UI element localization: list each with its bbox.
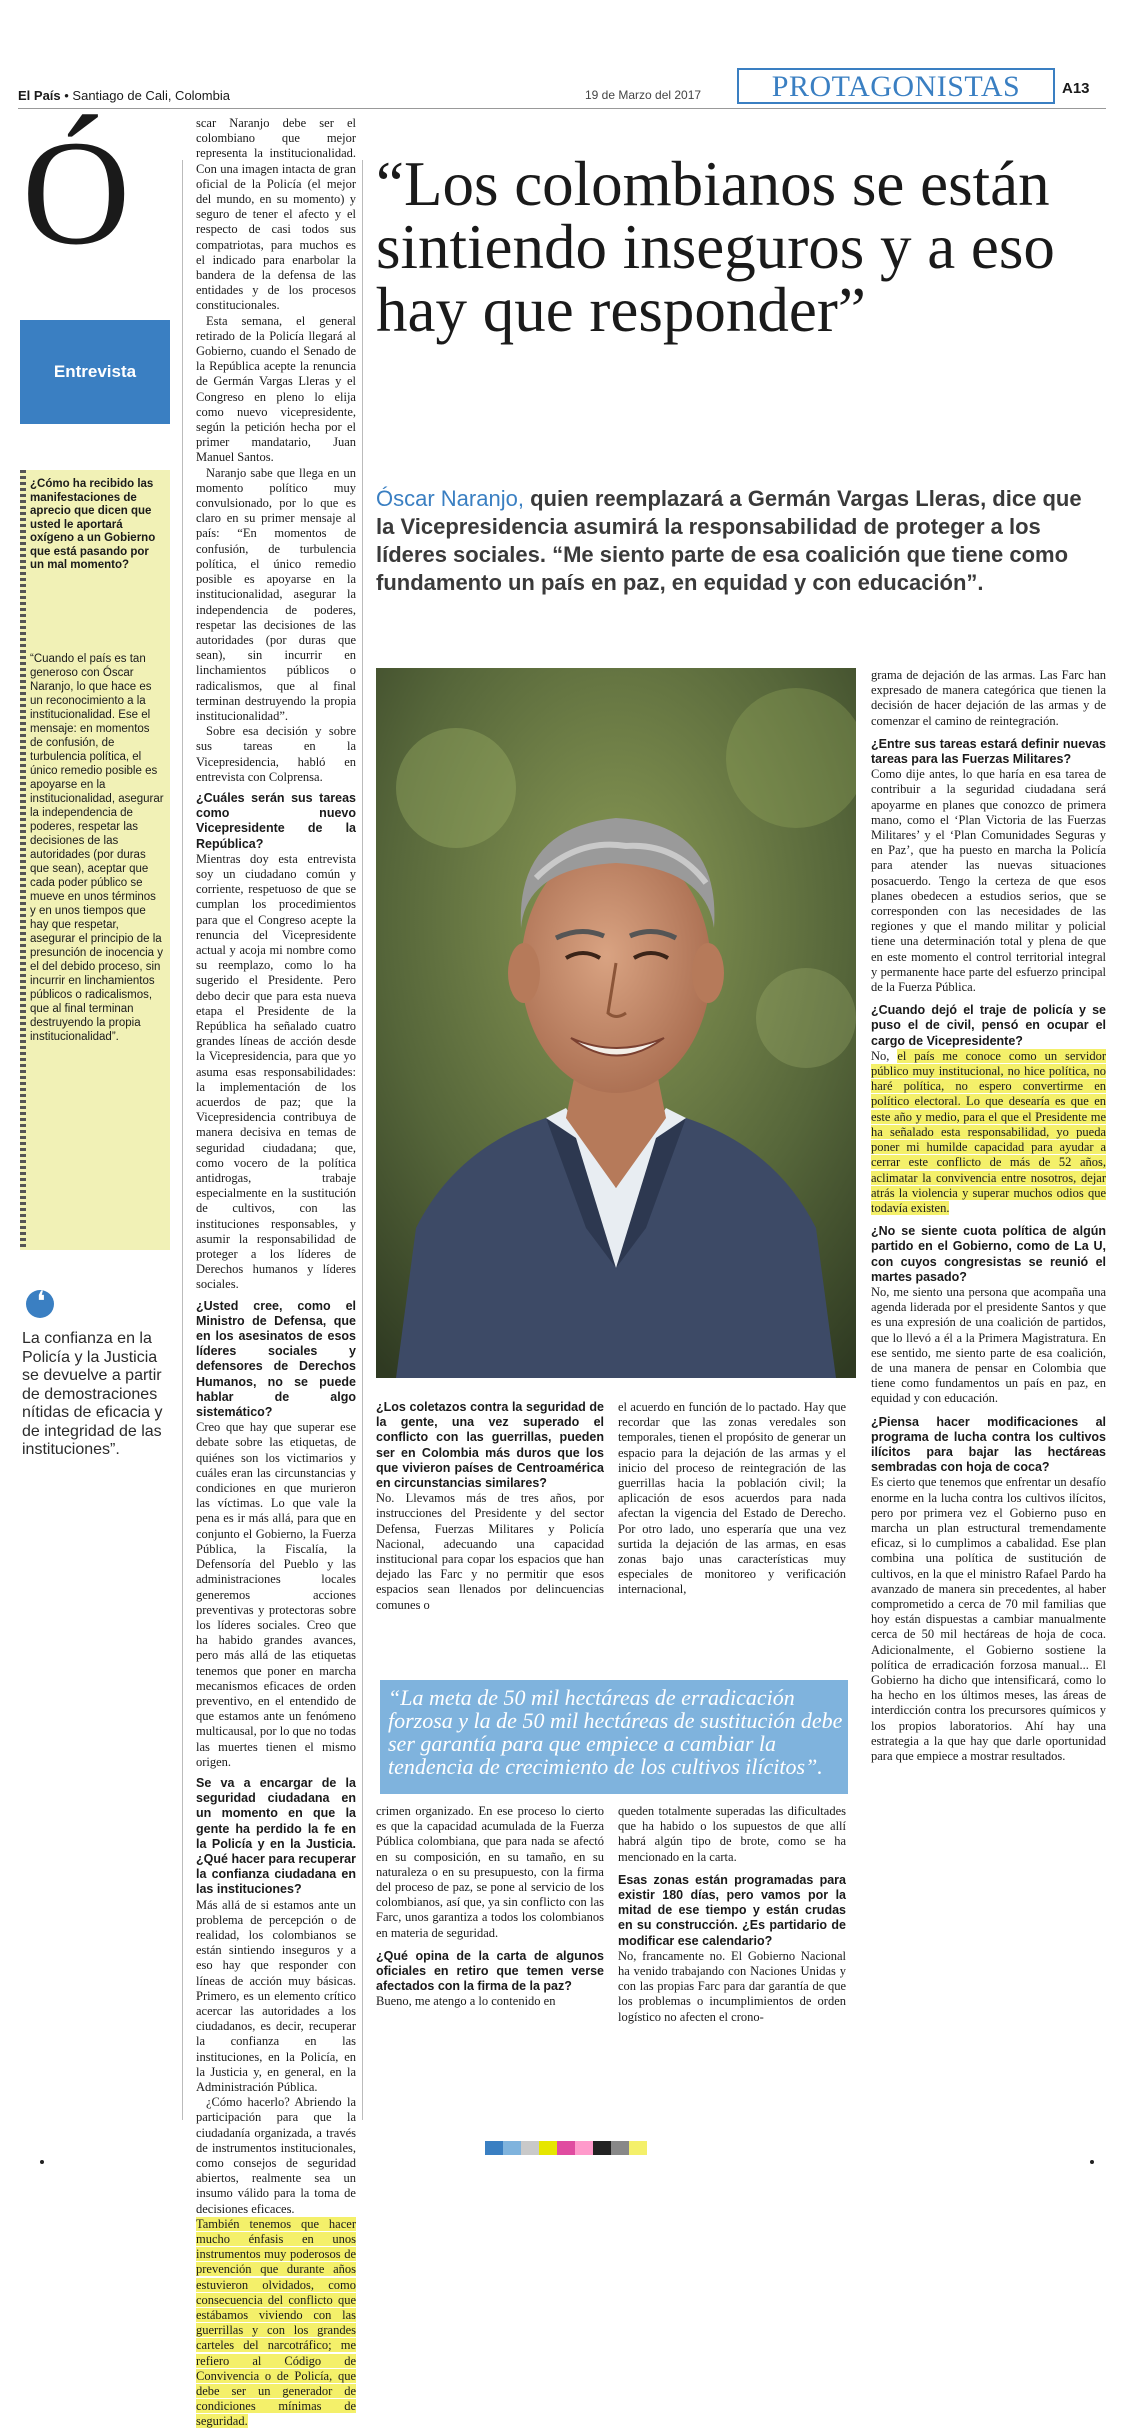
bottom-column-1-continued <box>376 1804 604 2010</box>
section-label: PROTAGONISTAS <box>771 70 1021 103</box>
quote-mark-icon: ❛ <box>36 1287 46 1318</box>
bottom-column-2 <box>618 1400 846 1598</box>
intro-column <box>196 116 356 2430</box>
interview-answer: Creo que hay que superar ese debate sobre las etiquetas, de quiénes son los victimarios y cuáles eran las circunstancias y condiciones en que murieron las víctimas. Lo que vale la pena es ir más allá, para que en conjunto el Gobierno, la Fuerza Pública, la Fiscalía, la Defensoría del Pueblo y las administraciones locales generemos acciones preventivas y protectoras sobre los líderes sociales. Creo que ha habido grandes avances, pero más allá de las etiquetas tenemos que poner en marcha mecanismos eficaces de orden preventivo, en el entendido de que estamos ante un fenómeno multicausal, por lo que no todas las muertes tienen el mismo origen. <box>196 1420 356 1769</box>
registration-dot <box>40 2160 44 2164</box>
registration-dot <box>1090 2160 1094 2164</box>
interview-answer: queden totalmente superadas las dificultades que ha habido o los supuestos de que allí habrá algún tipo de brote, como se ha mencionado en la carta. <box>618 1804 846 1864</box>
deck-name: Óscar Naranjo, <box>376 486 524 511</box>
bottom-column-2-continued <box>618 1804 846 2025</box>
interview-question: ¿Usted cree, como el Ministro de Defensa, que en los asesinatos de esos líderes sociales y defensores de Derechos Humanos, no se puede hablar de algo sistemático? <box>196 1298 356 1420</box>
bottom-column-1 <box>376 1400 604 1613</box>
page-number: A13 <box>1062 80 1090 97</box>
section-tag: Entrevista <box>53 362 137 381</box>
interview-question: ¿Cuando dejó el traje de policía y se puso el de civil, pensó en ocupar el cargo de Vicepresidente? <box>871 1003 1106 1048</box>
column-divider <box>182 160 183 2120</box>
issue-date: 19 de Marzo del 2017 <box>585 88 702 102</box>
sidebar-pull-quote: La confianza en la Policía y la Justicia se devuelve a partir de demostraciones nítidas de eficacia y de integridad de las instituciones”. <box>22 1330 163 1458</box>
highlighted-text: el país me conoce como un servidor público muy institucional, no hice política, no haré política, no espero convertirme en político electoral. Lo que desearía es que en este año y medio, para el que el Presidente me ha señalado esta responsabilidad, yo pueda poner mi humilde capacidad para ayudar a cerrar este conflicto de más de 52 años, aclimatar la convivencia entre nosotros, dejar atrás la violencia y superar muchos odios que todavía existen. <box>871 1048 1106 1215</box>
interview-answer: Bueno, me atengo a lo contenido en <box>376 1994 556 2009</box>
interview-question: ¿Entre sus tareas estará definir nuevas tareas para las Fuerzas Militares? <box>871 736 1106 767</box>
intro-paragraph: Sobre esa decisión y sobre sus tareas en la Vicepresidencia, habló en entrevista con Colprensa. <box>196 724 356 784</box>
interview-answer: No, francamente no. El Gobierno Nacional ha venido trabajando con Naciones Unidas y con las propias Farc para dar garantía de que los problemas o incumplimientos de orden logístico no afecten el crono- <box>618 1948 846 2024</box>
interview-answer: Es cierto que tenemos que enfrentar un desafío enorme en la lucha contra los cultivos ilícitos, pero por primera vez el Gobierno puso en marcha un plan estructural tremendamente eficaz, si lo cumplimos a cabalidad. Ese plan combina una política de sustitución de cultivos, en la que el ministro Rafael Pardo ha avanzado de manera sin precedentes, al haber comprometido a cerca de 70 mil familias que hoy están dispuestas a cambiar manualmente cerca de 50 mil hectáreas de hoja de coca. Adicionalmente, el Gobierno sostiene la política de erradicación forzosa manual... El Gobierno ha dicho que intensificará, como lo ha hecho en los últimos meses, las áreas de interdicción contra los precursores químicos y los propios laboratorios. Ahí hay una estrategia a la que hay que darle oportunidad para que empiece a mostrar resultados. <box>871 1475 1106 1764</box>
place: • Santiago de Cali, Colombia <box>64 88 230 103</box>
sidebar-answer: “Cuando el país es tan generoso con Óscar Naranjo, lo que hace es un reconocimiento a la institucionalidad. Ese el mensaje: en momentos de confusión, de turbulencia política, el único remedio posible es apoyarse en la institucionalidad, asegurar la independencia de poderes, respetar las decisiones de las autoridades (por duras que sean), aceptar que cada poder público se mueve en unos términos y en unos tiempos que hay que respetar, asegurar el principio de la presunción de inocencia y el del debido proceso, sin incurrir en linchamientos públicos o radicalismos, que al final terminan destruyendo la propia institucionalidad”. <box>30 653 164 1043</box>
portrait-photo <box>376 668 856 1378</box>
interview-answer: grama de dejación de las armas. Las Farc han expresado de manera categórica que tienen la decisión de hacer dejación de las armas y de comenzar el camino de reintegración. <box>871 668 1106 728</box>
color-swatch <box>611 2141 629 2155</box>
deck-text: quien reemplazará a Germán Vargas Lleras, dice que la Vicepresidencia asumirá la responsabilidad de proteger a los líderes sociales. “Me siento parte de esa coalición que tiene como fundamento un país en paz, en equidad y con educación”. <box>376 486 1082 595</box>
interview-answer-highlight <box>196 2217 356 2430</box>
interview-answer-highlight <box>871 1049 1106 1216</box>
intro-paragraph: Esta semana, el general retirado de la Policía llegará al Gobierno, cuando el Senado de la República acepte la renuncia de Germán Vargas Lleras y el Congreso en pleno lo elija como nuevo vicepresidente, según la petición hecha por el primer mandatario, Juan Manuel Santos. <box>196 313 356 465</box>
headline: “Los colombianos se están sintiendo inseguros y a eso hay que responder” <box>376 149 1055 345</box>
interview-answer: ¿Cómo hacerlo? Abriendo la participación para que la ciudadanía organizada, a través de instrumentos institucionales, como consejos de seguridad abiertos, realmente sea un insumo válido para la toma de decisiones eficaces. <box>196 2095 356 2216</box>
right-column <box>871 668 1106 1764</box>
color-swatch <box>521 2141 539 2155</box>
interview-question: ¿No se siente cuota política de algún partido en el Gobierno, como de La U, con cuyos congresistas se reunió el martes pasado? <box>871 1224 1106 1284</box>
color-swatch <box>485 2141 503 2155</box>
sidebar-rule <box>20 470 26 1250</box>
color-swatch <box>539 2141 557 2155</box>
paper-name: El País <box>18 88 61 103</box>
interview-question: ¿Qué opina de la carta de algunos oficiales en retiro que temen verse afectados con la firma de la paz? <box>376 1948 604 1994</box>
sidebar-question: ¿Cómo ha recibido las manifestaciones de aprecio que dicen que usted le aportará oxígeno a un Gobierno que está pasando por un mal momento? <box>30 478 156 571</box>
interview-answer: No, me siento una persona que acompaña una agenda liderada por el presidente Santos y que es una expresión de una coalición de partidos, que lo llevó a él a la Primera Magistratura. En ese sentido, me siento parte de esa coalición, de una manera de pensar en Colombia que tiene como fundamentos un país en paz, en equidad y con educación. <box>871 1284 1106 1406</box>
color-registration-bar <box>485 2141 647 2155</box>
deck <box>376 485 1096 597</box>
portrait-illustration <box>376 668 856 1378</box>
interview-question: ¿Cuáles serán sus tareas como nuevo Vicepresidente de la República? <box>196 790 356 851</box>
intro-paragraph: Naranjo sabe que llega en un momento político muy convulsionado, por lo que es claro en su primer mensaje al país: “En momentos de confusión, de turbulencia política, el único remedio posible es apoyarse en la institucionalidad, asegurar la independencia de poderes, respetar las decisiones de las autoridades (por duras que sean), sin incurrir en linchamientos públicos o radicalismos, que al final terminan destruyendo la propia institucionalidad”. <box>196 465 356 723</box>
color-swatch <box>557 2141 575 2155</box>
interview-answer: Como dije antes, lo que haría en esa tarea de contribuir a la seguridad ciudadana será apoyarme en planes que conozco de primera mano, como el ‘Plan Victoria de las Fuerzas Militares’ y el ‘Plan Comunidades Seguras y en Paz’, que ha puesto en marcha la Policía para atender las nuevas situaciones posacuerdo. Tengo la certeza de que esos planes obedecen a estudios serios, que se corresponden con las necesidades de las regiones y que el mando militar y policial tiene una determinación total y plena de que en este momento el control territorial integral y permanente hace parte del esfuerzo principal de la Fuerza Pública. <box>871 767 1106 995</box>
color-swatch <box>593 2141 611 2155</box>
header-divider <box>18 108 1106 109</box>
interview-answer: crimen organizado. En ese proceso lo cierto es que la capacidad acumulada de la Fuerza Pública colombiana, que para nada se afectó en su composición, en su tamaño, en su naturaleza o en su presupuesto, con la firma del proceso de paz, se pone al servicio de los colombianos, así que, ya sin conflicto con las Farc, unos garantiza a todos los colombianos en materia de seguridad. <box>376 1804 604 1940</box>
interview-answer: No. Llevamos más de tres años, por instrucciones del Presidente y del sector Defensa, Fuerzas Militares y Policía Nacional, adecuando una capacidad institucional para copar los espacios que han dejado las Farc y no permitir que esos espacios sean llenados por delincuencias comunes o <box>376 1491 604 1612</box>
intro-paragraph: scar Naranjo debe ser el colombiano que mejor representa la institucionalidad. Con una imagen intacta de gran oficial de la Policía (el mejor del mundo, en su momento) y seguro de tener el afecto y el respecto de casi todos sus compatriotas, para muchos es el indicado para enarbolar la bandera de la defensa de las entidades y de los procesos constitucionales. <box>196 116 356 313</box>
interview-answer: Más allá de si estamos ante un problema de percepción o de realidad, los colombianos se están sintiendo inseguros y a eso hay que responder con líneas de acción muy básicas. Primero, es un elemento crítico acercar las autoridades a los ciudadanos, es decir, recuperar la confianza en las instituciones, en la Policía, en la Justicia y, en general, en la Administración Pública. <box>196 1897 356 2094</box>
color-swatch <box>629 2141 647 2155</box>
interview-question: Se va a encargar de la seguridad ciudadana en un momento en que la gente ha perdido la fe en la Policía y en la Justicia. ¿Qué hacer para recuperar la confianza ciudadana en las instituciones? <box>196 1775 356 1897</box>
interview-answer: Mientras doy esta entrevista soy un ciudadano común y corriente, respetuoso de que se cumplan los procedimientos para que el Congreso acepte la renuncia del Vicepresidente actual y acoja mi nombre como su reemplazo, como lo ha sugerido el Presidente. Pero debo decir que para esta nueva etapa el Presidente de la República ha señalado cuatro grandes líneas de acción desde la Vicepresidencia, para que yo asuma esas responsabilidades: la implementación de los acuerdos de paz; que la Vicepresidencia contribuya de manera decisiva en temas de seguridad ciudadana; que, como vocero de la política antidrogas, trabaje especialmente en la sustitución de cultivos, con las instituciones responsables, y asumir la responsabilidad de proteger a los líderes de Derechos humanos y líderes sociales. <box>196 851 356 1292</box>
interview-question: Esas zonas están programadas para existir 180 días, pero vamos por la mitad de ese tiempo y están crudas en su construcción. ¿Es partidario de modificar ese calendario? <box>618 1872 846 1948</box>
interview-answer: el acuerdo en función de lo pactado. Hay que recordar que las zonas veredales son temporales, tienen el propósito de generar un espacio para la dejación de las armas y el inicio del proceso de reintegración de las guerrillas hacia la población civil; la aplicación de esos acuerdos para nada afectan la vigencia del Estado de Derecho. Por otro lado, uno esperaría que una vez surtida la dejación de las armas, en esas zonas bajo unas características muy especiales de monitoreo y verificación internacional, <box>618 1400 846 1597</box>
pull-quote: “La meta de 50 mil hectáreas de erradicación forzosa y la de 50 mil hectáreas de sustitución debe ser garantía para que empiece a cambiar la tendencia de crecimiento de los cultivos ilícitos”. <box>388 1685 843 1779</box>
answer-start: No, <box>871 1048 890 1063</box>
color-swatch <box>503 2141 521 2155</box>
highlighted-text: También tenemos que hacer mucho énfasis en unos instrumentos muy poderosos de prevención que durante años estuvieron olvidados, como consecuencia del conflicto que estábamos viviendo con las guerrillas y con los grandes carteles del narcotráfico; me refiero al Código de Convivencia o de Policía, que debe ser un generador de condiciones mínimas de seguridad. <box>196 2216 356 2429</box>
interview-question: ¿Piensa hacer modificaciones al programa de lucha contra los cultivos ilícitos para bajar las hectáreas sembradas con hoja de coca? <box>871 1414 1106 1475</box>
masthead <box>18 88 230 103</box>
interview-question: ¿Los coletazos contra la seguridad de la gente, una vez superado el conflicto con las guerrillas, pueden ser en Colombia más duros que los que vivieron países de Centroamérica en circunstancias similares? <box>376 1400 604 1491</box>
color-swatch <box>575 2141 593 2155</box>
column-divider <box>362 160 363 2120</box>
drop-initial: Ó <box>22 110 131 276</box>
